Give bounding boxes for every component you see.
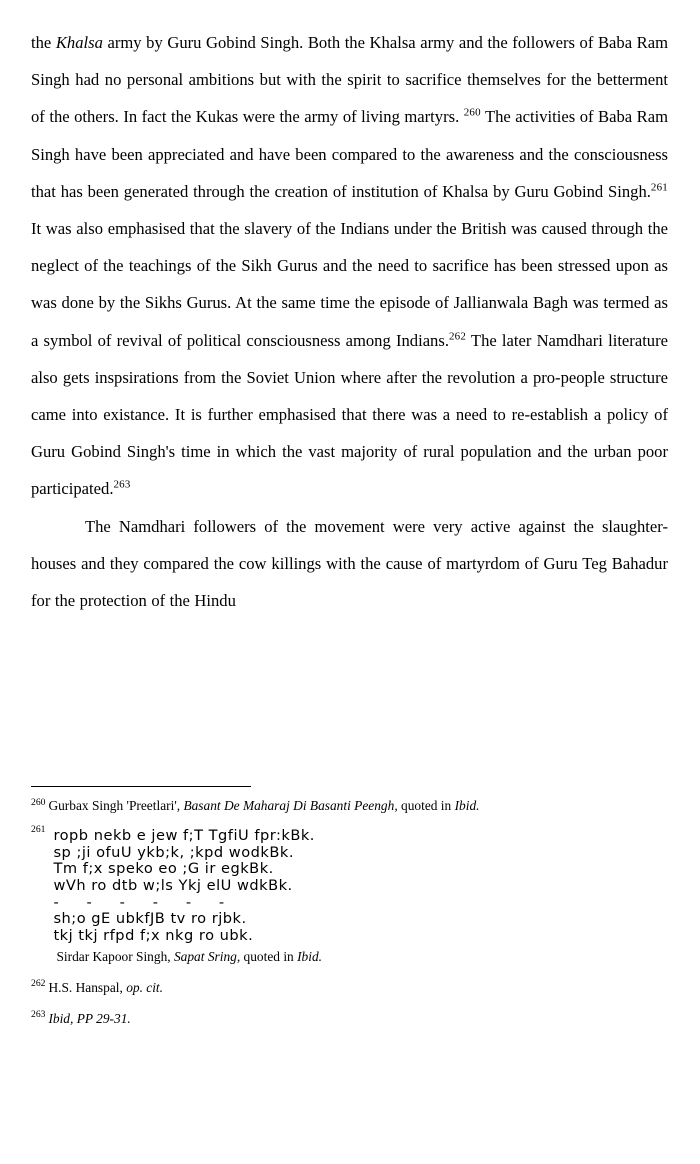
footnote-reference-262: 262 [448, 330, 467, 343]
footnote-260 [31, 797, 668, 815]
footnote-separator-rule [31, 786, 251, 787]
verse-line-2: sp ;ji ofuU ykb;k, ;kpd wodkBk. [53, 843, 294, 861]
paragraph-para-2 [31, 508, 668, 620]
text-run: The activities of Baba Ram Singh have been appreciated and have been compared to the awareness and the consciousness that has been generated through the creation of institution of Khalsa by Guru Gobind Singh. [31, 107, 668, 201]
text-run: The later Namdhari literature also gets inspsirations from the Soviet Union where after the revolution a pro-people structure came into existance. It is further emphasised that there was a need to re-establish a policy of Guru Gobind Singh's time in which the vast majority of rural population and the urban poor participated. [31, 330, 668, 499]
body-text-region [31, 24, 668, 619]
italic-text: Ibid. [454, 798, 480, 813]
italic-text: Sapat Sring, [173, 948, 241, 964]
text-run: The Namdhari followers of the movement were very active against the slaughter-houses and they compared the cow killings with the cause of martyrdom of Guru Teg Bahadur for the protection of the Hindu [31, 516, 668, 611]
verse-line-5: - - - - - - [53, 894, 225, 912]
text-run: Sirdar Kapoor Singh, [56, 948, 174, 964]
verse-line-4: wVh ro dtb w;ls Ykj elU wdkBk. [53, 876, 293, 894]
verse-line-3: Tm f;x speko eo ;G ir egkBk. [53, 860, 274, 878]
verse-block [48, 828, 668, 966]
italic-text: op. cit. [126, 979, 164, 995]
text-run: H.S. Hanspal, [48, 979, 127, 995]
text-run: the [31, 33, 56, 52]
text-run: army by Guru Gobind Singh. Both the Khalsa army and the followers of Baba Ram Singh had no personal ambitions but with the spirit to sacrifice themselves for the betterment of the others. In fact the Kukas were the army of living martyrs. [31, 33, 668, 127]
footnote-marker-262: 262 [31, 978, 46, 990]
verse-line-7: tkj tkj rfpd f;x nkg ro ubk. [53, 926, 254, 944]
italic-text: Ibid, PP 29-31. [48, 1010, 131, 1026]
verse-line-6: sh;o gE ubkfJB tv ro rjbk. [53, 910, 247, 928]
italic-text: Basant De Maharaj Di Basanti Peengh, [183, 798, 398, 813]
footnote-263 [31, 1010, 668, 1028]
italic-text: Khalsa [55, 33, 103, 52]
italic-text: Ibid. [297, 948, 323, 964]
verse-line-1: ropb nekb e jew f;T TgfiU fpr:kBk. [53, 827, 315, 844]
footnote-262 [31, 979, 668, 997]
footnote-region [31, 797, 668, 1028]
paragraph-para-1 [31, 24, 668, 508]
footnote-reference-263: 263 [113, 478, 131, 491]
footnote-reference-261: 261 [650, 181, 668, 194]
footnote-reference-260: 260 [463, 106, 481, 119]
text-run: Gurbax Singh 'Preetlari', [48, 798, 184, 813]
footnote-261 [31, 824, 668, 966]
footnote-marker-261: 261 [31, 824, 46, 835]
verse-citation [53, 945, 668, 966]
text-run: quoted in [397, 798, 455, 813]
text-run: quoted in [240, 948, 298, 964]
footnote-marker-260: 260 [31, 796, 46, 808]
footnote-marker-263: 263 [31, 1009, 46, 1021]
text-run: It was also emphasised that the slavery of the Indians under the British was caused through the neglect of the teachings of the Sikh Gurus and the need to sacrifice has been stressed upon as was done by the Sikhs Gurus. At the same time the episode of Jallianwala Bagh was termed as a symbol of revival of political consciousness among Indians. [31, 219, 668, 350]
